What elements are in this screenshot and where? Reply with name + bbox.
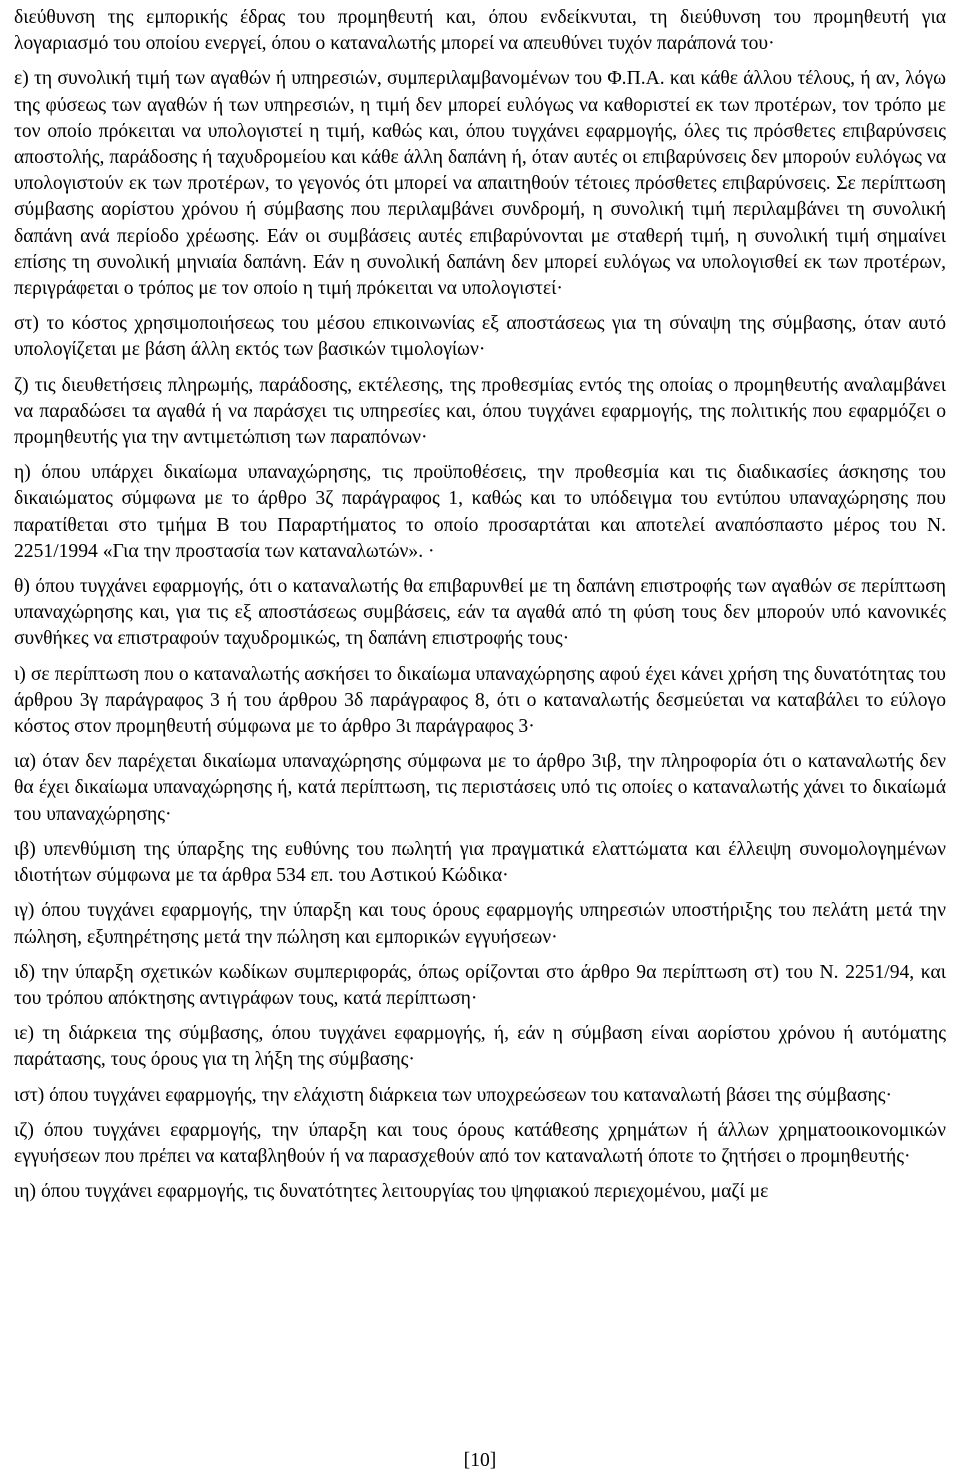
paragraph-ie-contract-duration: ιε) τη διάρκεια της σύμβασης, όπου τυγχάνει εφαρμογής, ή, εάν η σύμβαση είναι αορίστου χρόνου ή αυτόματης παράτασης, τους όρους για τη λήξη της σύμβασης· [14, 1023, 946, 1071]
paragraph-i-withdrawal-right: η) όπου υπάρχει δικαίωμα υπαναχώρησης, τις προϋποθέσεις, την προθεσμία και τις διαδικασίες άσκησης του δικαιώματος σύμφωνα με το άρθρο 3ζ παράγραφος 1, καθώς και το υπόδειγμα του εντύπου υπαναχώρησης που παρατίθεται στο τμήμα Β του Παραρτήματος το οποίο προσαρτάται και αποτελεί αναπόσπαστο μέρος του Ν. 2251/1994 «Για την προστασία των καταναλωτών». · [14, 462, 946, 562]
paragraph-th-return-cost: θ) όπου τυγχάνει εφαρμογής, ότι ο καταναλωτής θα επιβαρυνθεί με τη δαπάνη επιστροφής των αγαθών σε περίπτωση υπαναχώρησης και, για τις εξ αποστάσεως συμβάσεις, εάν τα αγαθά από τη φύση τους δεν μπορούν υπό κανονικές συνθήκες να επιστραφούν ταχυδρομικώς, τη δαπάνη επιστροφής τους· [14, 576, 946, 650]
paragraph-ig-after-sales: ιγ) όπου τυγχάνει εφαρμογής, την ύπαρξη και τους όρους εφαρμογής υπηρεσιών υποστήριξης του πελάτη μετά την πώληση, εξυπηρέτησης μετά την πώληση και εμπορικών εγγυήσεων· [14, 900, 946, 948]
paragraph-ib-seller-liability: ιβ) υπενθύμιση της ύπαρξης της ευθύνης του πωλητή για πραγματικά ελαττώματα και έλλειψη συνομολογημένων ιδιοτήτων σύμφωνα με τα άρθρα 534 επ. του Αστικού Κώδικα· [14, 838, 946, 887]
page-number: [10] [463, 1450, 497, 1471]
paragraph-iz-deposits: ιζ) όπου τυγχάνει εφαρμογής, την ύπαρξη και τους όρους κατάθεσης χρημάτων ή άλλων χρηματοοικονομικών εγγυήσεων που πρέπει να καταβληθούν ή να παρασχεθούν από τον καταναλωτή όποτε το ζητήσει ο προμηθευτής· [14, 1119, 946, 1167]
paragraph-ist-minimum-duration: ιστ) όπου τυγχάνει εφαρμογής, την ελάχιστη διάρκεια των υποχρεώσεων του καταναλωτή βάσει της σύμβασης· [14, 1084, 893, 1106]
paragraph-z-payment-arrangements: ζ) τις διευθετήσεις πληρωμής, παράδοσης, εκτέλεσης, της προθεσμίας εντός της οποίας ο προμηθευτής αναλαμβάνει να παραδώσει τα αγαθά ή να παράσχει τις υπηρεσίες και, όπου τυγχάνει εφαρμογής, της πολιτικής που εφαρμόζει ο προμηθευτής για την αντιμετώπιση των παραπόνων· [14, 374, 946, 449]
paragraph-iota-reasonable-cost: ι) σε περίπτωση που ο καταναλωτής ασκήσει το δικαίωμα υπαναχώρησης αφού έχει κάνει χρήση της δυνατότητας του άρθρου 3γ παράγραφος 3 ή του άρθρου 3δ παράγραφος 8, ότι ο καταναλωτής δεσμεύεται να καταβάλει το εύλογο κόστος στον προμηθευτή σύμφωνα με το άρθρο 3ι παράγραφος 3· [14, 663, 946, 738]
paragraph-ia-no-withdrawal: ια) όταν δεν παρέχεται δικαίωμα υπαναχώρησης σύμφωνα με το άρθρο 3ιβ, την πληροφορία ότι ο καταναλωτής δεν θα έχει δικαίωμα υπαναχώρησης ή, κατά περίπτωση, τις περιστάσεις υπό τις οποίες ο καταναλωτής χάνει το δικαίωμά του υπαναχώρησης· [14, 751, 946, 825]
paragraph-supplier-address: διεύθυνση της εμπορικής έδρας του προμηθευτή και, όπου ενδείκνυται, τη διεύθυνση του προμηθευτή για λογαριασμό του οποίου ενεργεί, όπου ο καταναλωτής μπορεί να απευθύνει τυχόν παράπονά του· [14, 7, 946, 55]
paragraph-id-codes-of-conduct: ιδ) την ύπαρξη σχετικών κωδίκων συμπεριφοράς, όπως ορίζονται στο άρθρο 9α περίπτωση στ) του Ν. 2251/94, και του τρόπου απόκτησης αντιγράφων τους, κατά περίπτωση· [14, 961, 946, 1009]
paragraph-e-total-price: ε) τη συνολική τιμή των αγαθών ή υπηρεσιών, συμπεριλαμβανομένων του Φ.Π.Α. και κάθε άλλου τέλους, ή αν, λόγω της φύσεως των αγαθών ή των υπηρεσιών, η τιμή δεν μπορεί ευλόγως να καθοριστεί εκ των προτέρων, τον τρόπο με τον οποίο πρόκειται να υπολογιστεί η τιμή, καθώς και, όπου τυγχάνει εφαρμογής, όλες τις πρόσθετες επιβαρύνσεις αποστολής, παράδοσης ή ταχυδρομείου και κάθε άλλη δαπάνη ή, όταν αυτές οι επιβαρύνσεις δεν μπορούν ευλόγως να υπολογιστούν εκ των προτέρων, το γεγονός ότι μπορεί να απαιτηθούν τέτοιες πρόσθετες επιβαρύνσεις. Σε περίπτωση σύμβασης αορίστου χρόνου ή σύμβασης που περιλαμβάνει συνδρομή, η συνολική τιμή περιλαμβάνει τη συνολική δαπάνη ανά περίοδο χρέωσης. Εάν οι συμβάσεις αυτές επιβαρύνονται με σταθερή τιμή, η συνολική τιμή σημαίνει επίσης τη συνολική μηνιαία δαπάνη. Εάν η συνολική δαπάνη δεν μπορεί ευλόγως να υπολογισθεί εκ των προτέρων, περιγράφεται ο τρόπος με τον οποίο η τιμή πρόκειται να υπολογιστεί· [14, 68, 946, 300]
paragraph-st-communication-cost: στ) το κόστος χρησιμοποιήσεως του μέσου επικοινωνίας εξ αποστάσεως για τη σύναψη της σύμβασης, όταν αυτό υπολογίζεται με βάση άλλη εκτός των βασικών τιμολογίων· [14, 313, 946, 361]
paragraph-ih-digital-content: ιη) όπου τυγχάνει εφαρμογής, τις δυνατότητες λειτουργίας του ψηφιακού περιεχομένου, μαζί με [14, 1181, 769, 1203]
document-page [14, 5, 946, 1214]
